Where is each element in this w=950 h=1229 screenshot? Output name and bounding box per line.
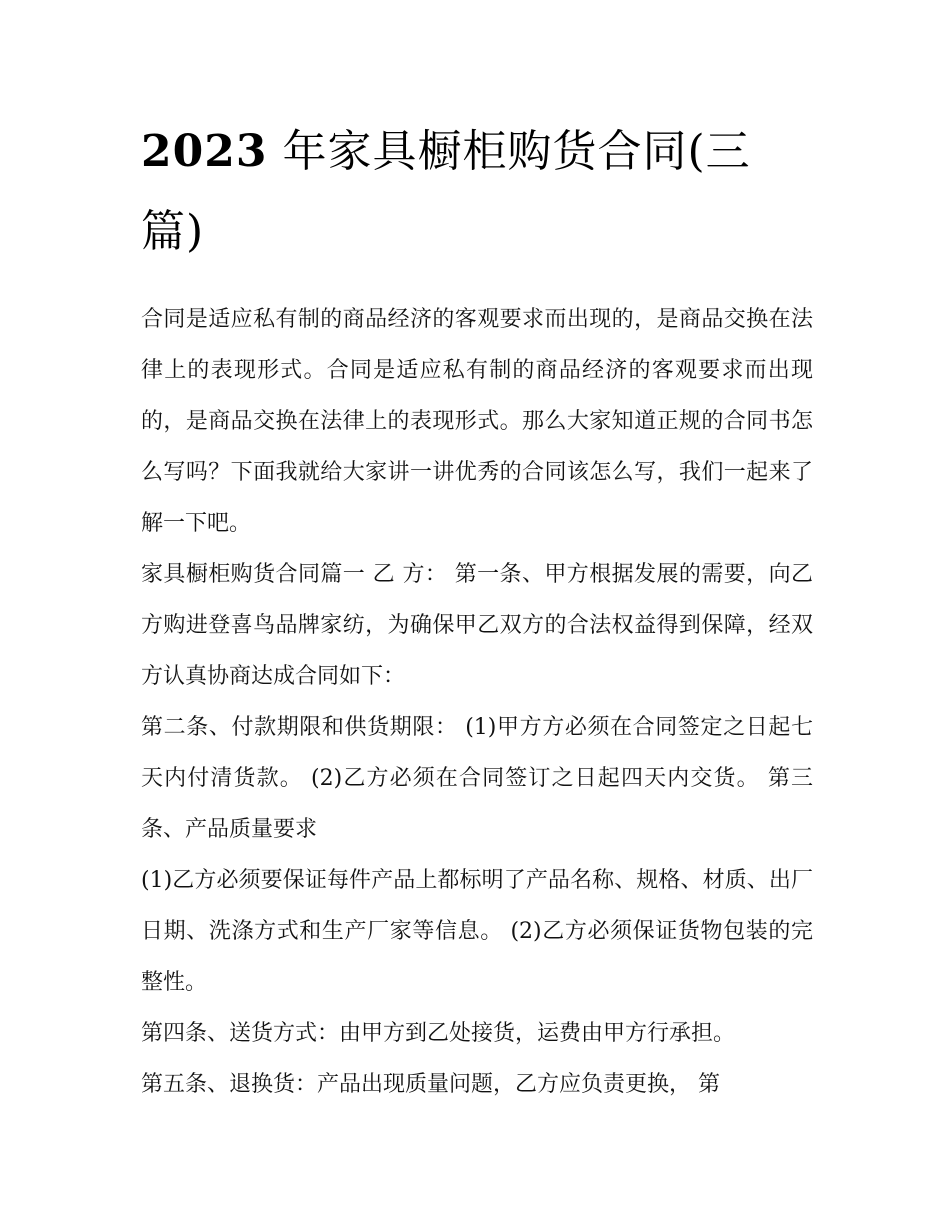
document-title — [141, 112, 813, 272]
intro-paragraph: 合同是适应私有制的商品经济的客观要求而出现的，是商品交换在法律上的表现形式。合同是适应私有制的商品经济的客观要求而出现的，是商品交换在法律上的表现形式。那么大家知道正规的合同书怎么写吗？下面我就给大家讲一讲优秀的合同该怎么写，我们一起来了解一下吧。 — [141, 307, 813, 536]
paragraph-article-5: 第五条、退换货：产品出现质量问题，乙方应负责更换， 第 — [141, 1072, 720, 1097]
document-body — [141, 112, 813, 1110]
paragraph-article-2: 第二条、付款期限和供货期限： (1)甲方方必须在合同签定之日起七天内付清货款。 (2)乙方必须在合同签订之日起四天内交货。 第三条、产品质量要求 — [141, 715, 813, 842]
title-text: 年家具橱柜购货合同(三篇) — [141, 126, 751, 257]
paragraph-article-1: 家具橱柜购货合同篇一 乙 方： 第一条、甲方根据发展的需要，向乙方购进登喜鸟品牌家纺，为确保甲乙双方的合法权益得到保障，经双方认真协商达成合同如下： — [141, 562, 813, 689]
paragraph-quality: (1)乙方必须要保证每件产品上都标明了产品名称、规格、材质、出厂日期、洗涤方式和生产厂家等信息。 (2)乙方必须保证货物包装的完整性。 — [141, 868, 813, 995]
paragraph-article-4: 第四条、送货方式：由甲方到乙处接货，运费由甲方行承担。 — [141, 1021, 736, 1046]
title-year: 2023 — [141, 126, 268, 177]
